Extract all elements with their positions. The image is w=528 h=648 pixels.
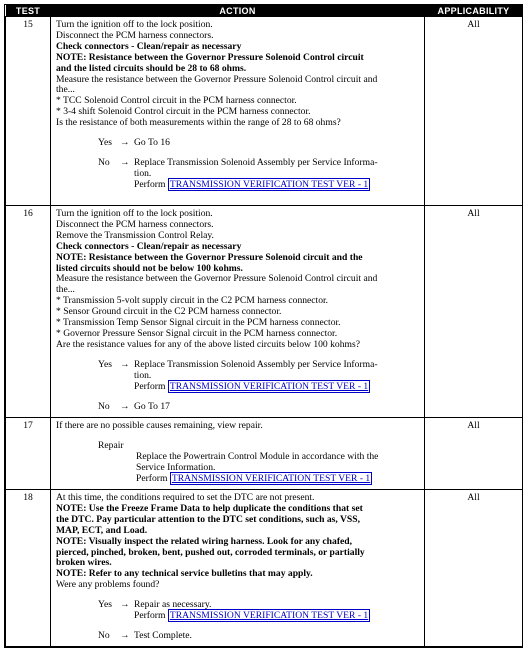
- perform-line: [56, 382, 420, 393]
- arrow-icon: →: [120, 629, 130, 641]
- step-text: At this time, the conditions required to set the DTC are not present.: [56, 492, 315, 503]
- perform-label: Perform: [134, 380, 166, 392]
- perform-label: Perform: [134, 610, 166, 622]
- table-header-row: [6, 5, 523, 17]
- no-result: Test Complete.: [134, 629, 192, 641]
- no-option: [56, 402, 420, 413]
- test-row-15: [6, 17, 523, 206]
- arrow-icon: →: [120, 599, 130, 611]
- repair-label: Repair: [98, 439, 124, 451]
- note-text: pierced, pinched, broken, bent, pushed out, corroded terminals, or partially: [56, 546, 365, 558]
- header-action: ACTION: [51, 5, 425, 17]
- action-cell: [51, 418, 425, 490]
- note-text: NOTE: Refer to any technical service bulletins that may apply.: [56, 568, 313, 580]
- test-number: 15: [6, 17, 51, 206]
- question-text: Is the resistance of both measurements within the range of 28 to 68 ohms?: [56, 117, 341, 129]
- yes-result: Repair as necessary.: [134, 599, 212, 611]
- circuit-item: * Sensor Ground circuit in the C2 PCM harness connector.: [56, 306, 282, 318]
- applicability-cell: All: [425, 206, 523, 418]
- note-text: listed circuits should not be below 100 kohms.: [56, 262, 243, 274]
- test-row-18: [6, 490, 523, 647]
- yes-label: Yes: [98, 358, 112, 370]
- test-number: 17: [6, 418, 51, 490]
- question-text: Were any problems found?: [56, 579, 160, 591]
- perform-line: [56, 180, 420, 191]
- test-row-17: [6, 418, 523, 490]
- verification-test-link[interactable]: TRANSMISSION VERIFICATION TEST VER - 1: [169, 178, 369, 190]
- applicability-cell: All: [425, 418, 523, 490]
- yes-label: Yes: [98, 599, 112, 611]
- repair-text: Replace the Powertrain Control Module in accordance with the: [136, 450, 379, 462]
- circuit-item: * Governor Pressure Sensor Signal circuit in the PCM harness connector.: [56, 327, 338, 339]
- action-cell: [51, 490, 425, 647]
- no-result: Replace Transmission Solenoid Assembly per Service Informa-: [134, 156, 378, 168]
- yes-label: Yes: [98, 137, 112, 149]
- no-label: No: [98, 629, 110, 641]
- step-text: Disconnect the PCM harness connectors.: [56, 218, 214, 230]
- check-connectors-heading: Check connectors - Clean/repair as necessary: [56, 240, 242, 252]
- applicability-cell: All: [425, 490, 523, 647]
- circuit-item: * Transmission Temp Sensor Signal circuit in the PCM harness connector.: [56, 317, 341, 329]
- note-text: and the listed circuits should be 28 to 68 ohms.: [56, 62, 247, 74]
- step-text: Measure the resistance between the Governor Pressure Solenoid Control circuit and: [56, 73, 378, 85]
- step-text: Turn the ignition off to the lock position.: [56, 208, 213, 219]
- yes-result: Replace Transmission Solenoid Assembly per Service Informa-: [134, 358, 378, 370]
- step-text: Remove the Transmission Control Relay.: [56, 229, 214, 241]
- note-text: broken wires.: [56, 557, 112, 569]
- arrow-icon: →: [120, 156, 130, 168]
- no-result: Go To 17: [134, 400, 170, 412]
- step-text: If there are no possible causes remaining, view repair.: [56, 420, 263, 431]
- header-test: TEST: [6, 5, 51, 17]
- yes-result-continued: tion.: [134, 369, 152, 381]
- test-number: 18: [6, 490, 51, 647]
- perform-line: [56, 474, 420, 485]
- circuit-item: * Transmission 5-volt supply circuit in the C2 PCM harness connector.: [56, 295, 329, 307]
- step-text: the...: [56, 84, 75, 96]
- test-number: 16: [6, 206, 51, 418]
- note-text: NOTE: Resistance between the Governor Pressure Solenoid Control circuit: [56, 51, 364, 63]
- diagnostic-test-table: [4, 4, 523, 648]
- verification-test-link[interactable]: TRANSMISSION VERIFICATION TEST VER - 1: [169, 380, 369, 392]
- note-text: NOTE: Resistance between the Governor Pressure Solenoid circuit and the: [56, 251, 363, 263]
- step-text: Turn the ignition off to the lock position.: [56, 19, 213, 30]
- arrow-icon: →: [120, 358, 130, 370]
- arrow-icon: →: [120, 137, 130, 149]
- check-connectors-heading: Check connectors - Clean/repair as necessary: [56, 40, 242, 52]
- note-text: MAP, ECT, and Load.: [56, 524, 148, 536]
- arrow-icon: →: [120, 400, 130, 412]
- note-text: NOTE: Visually inspect the related wiring harness. Look for any chafed,: [56, 535, 353, 547]
- circuit-item: * TCC Solenoid Control circuit in the PCM harness connector.: [56, 95, 297, 107]
- circuit-item: * 3-4 shift Solenoid Control circuit in the PCM harness connector.: [56, 106, 311, 118]
- verification-test-link[interactable]: TRANSMISSION VERIFICATION TEST VER - 1: [169, 610, 369, 622]
- perform-label: Perform: [134, 178, 166, 190]
- header-applicability: APPLICABILITY: [425, 5, 523, 17]
- yes-option: [56, 360, 420, 371]
- note-text: the DTC. Pay particular attention to the DTC set conditions, such as, VSS,: [56, 513, 360, 525]
- question-text: Are the resistance values for any of the above listed circuits below 100 kohms?: [56, 338, 360, 350]
- yes-option: [56, 138, 420, 149]
- no-option: [56, 158, 420, 169]
- test-row-16: [6, 206, 523, 418]
- no-label: No: [98, 400, 110, 412]
- action-cell: [51, 17, 425, 206]
- applicability-cell: All: [425, 17, 523, 206]
- step-text: the...: [56, 284, 75, 296]
- no-option: [56, 631, 420, 642]
- yes-result: Go To 16: [134, 137, 170, 149]
- action-cell: [51, 206, 425, 418]
- step-text: Disconnect the PCM harness connectors.: [56, 29, 214, 41]
- note-text: NOTE: Use the Freeze Frame Data to help duplicate the conditions that set: [56, 502, 363, 514]
- perform-label: Perform: [136, 472, 168, 484]
- perform-line: [56, 611, 420, 622]
- repair-text: Service Information.: [136, 461, 216, 473]
- verification-test-link[interactable]: TRANSMISSION VERIFICATION TEST VER - 1: [171, 472, 371, 484]
- step-text: Measure the resistance between the Governor Pressure Solenoid Control circuit and: [56, 273, 378, 285]
- no-result-continued: tion.: [134, 167, 152, 179]
- no-label: No: [98, 156, 110, 168]
